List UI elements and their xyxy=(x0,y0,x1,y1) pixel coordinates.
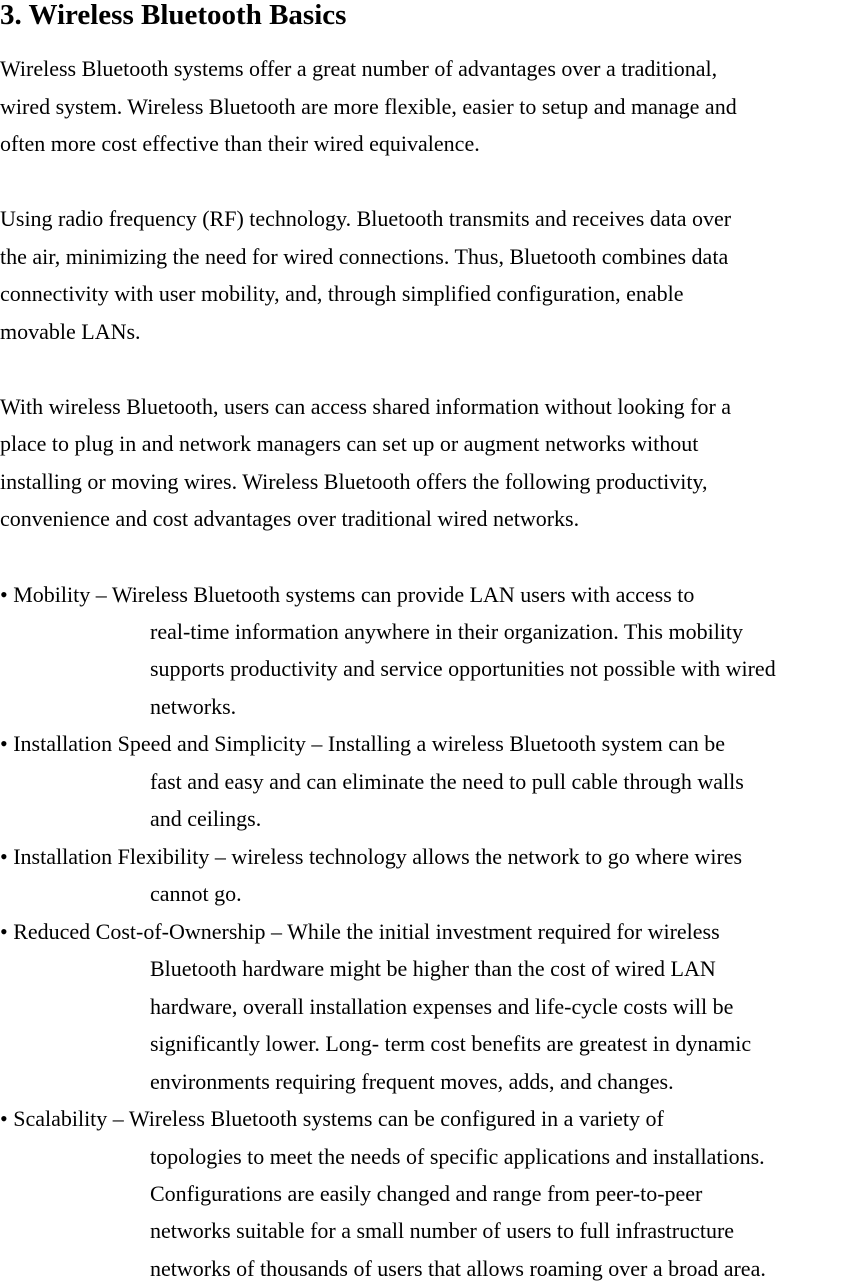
bullet-continuation: networks of thousands of users that allows roaming over a broad area. xyxy=(150,1256,766,1281)
paragraph-line: With wireless Bluetooth, users can access shared information without looking for a xyxy=(0,394,732,419)
paragraph-line: installing or moving wires. Wireless Bluetooth offers the following productivity, xyxy=(0,469,708,494)
paragraph-line: often more cost effective than their wired equivalence. xyxy=(0,131,480,156)
paragraph-line: Using radio frequency (RF) technology. Bluetooth transmits and receives data over xyxy=(0,206,732,231)
bullet-item-installation-flexibility: • Installation Flexibility – wireless technology allows the network to go where wires xyxy=(0,844,743,869)
bullet-continuation: environments requiring frequent moves, adds, and changes. xyxy=(150,1069,674,1094)
bullet-continuation: cannot go. xyxy=(150,881,242,906)
bullet-continuation: Configurations are easily changed and range from peer-to-peer xyxy=(150,1181,703,1206)
bullet-continuation: supports productivity and service opportunities not possible with wired xyxy=(150,656,776,681)
bullet-item-mobility: • Mobility – Wireless Bluetooth systems can provide LAN users with access to xyxy=(0,582,695,607)
paragraph-line: movable LANs. xyxy=(0,319,141,344)
bullet-item-reduced-cost: • Reduced Cost-of-Ownership – While the initial investment required for wireless xyxy=(0,919,720,944)
bullet-continuation: real-time information anywhere in their organization. This mobility xyxy=(150,619,744,644)
bullet-continuation: and ceilings. xyxy=(150,806,262,831)
bullet-continuation: topologies to meet the needs of specific applications and installations. xyxy=(150,1144,765,1169)
bullet-continuation: networks. xyxy=(150,694,237,719)
paragraph-line: the air, minimizing the need for wired connections. Thus, Bluetooth combines data xyxy=(0,244,729,269)
bullet-item-scalability: • Scalability – Wireless Bluetooth systems can be configured in a variety of xyxy=(0,1106,664,1131)
section-heading: 3. Wireless Bluetooth Basics xyxy=(0,0,347,31)
bullet-continuation: networks suitable for a small number of users to full infrastructure xyxy=(150,1218,735,1243)
paragraph-line: wired system. Wireless Bluetooth are more flexible, easier to setup and manage and xyxy=(0,94,737,119)
bullet-continuation: Bluetooth hardware might be higher than the cost of wired LAN xyxy=(150,956,716,981)
bullet-continuation: significantly lower. Long- term cost benefits are greatest in dynamic xyxy=(150,1031,752,1056)
bullet-item-installation-speed: • Installation Speed and Simplicity – Installing a wireless Bluetooth system can be xyxy=(0,731,726,756)
bullet-continuation: fast and easy and can eliminate the need to pull cable through walls xyxy=(150,769,744,794)
paragraph-line: Wireless Bluetooth systems offer a great number of advantages over a traditional, xyxy=(0,56,718,81)
paragraph-line: connectivity with user mobility, and, through simplified configuration, enable xyxy=(0,281,684,306)
bullet-continuation: hardware, overall installation expenses and life-cycle costs will be xyxy=(150,994,734,1019)
paragraph-line: place to plug in and network managers can set up or augment networks without xyxy=(0,431,699,456)
paragraph-line: convenience and cost advantages over traditional wired networks. xyxy=(0,506,580,531)
